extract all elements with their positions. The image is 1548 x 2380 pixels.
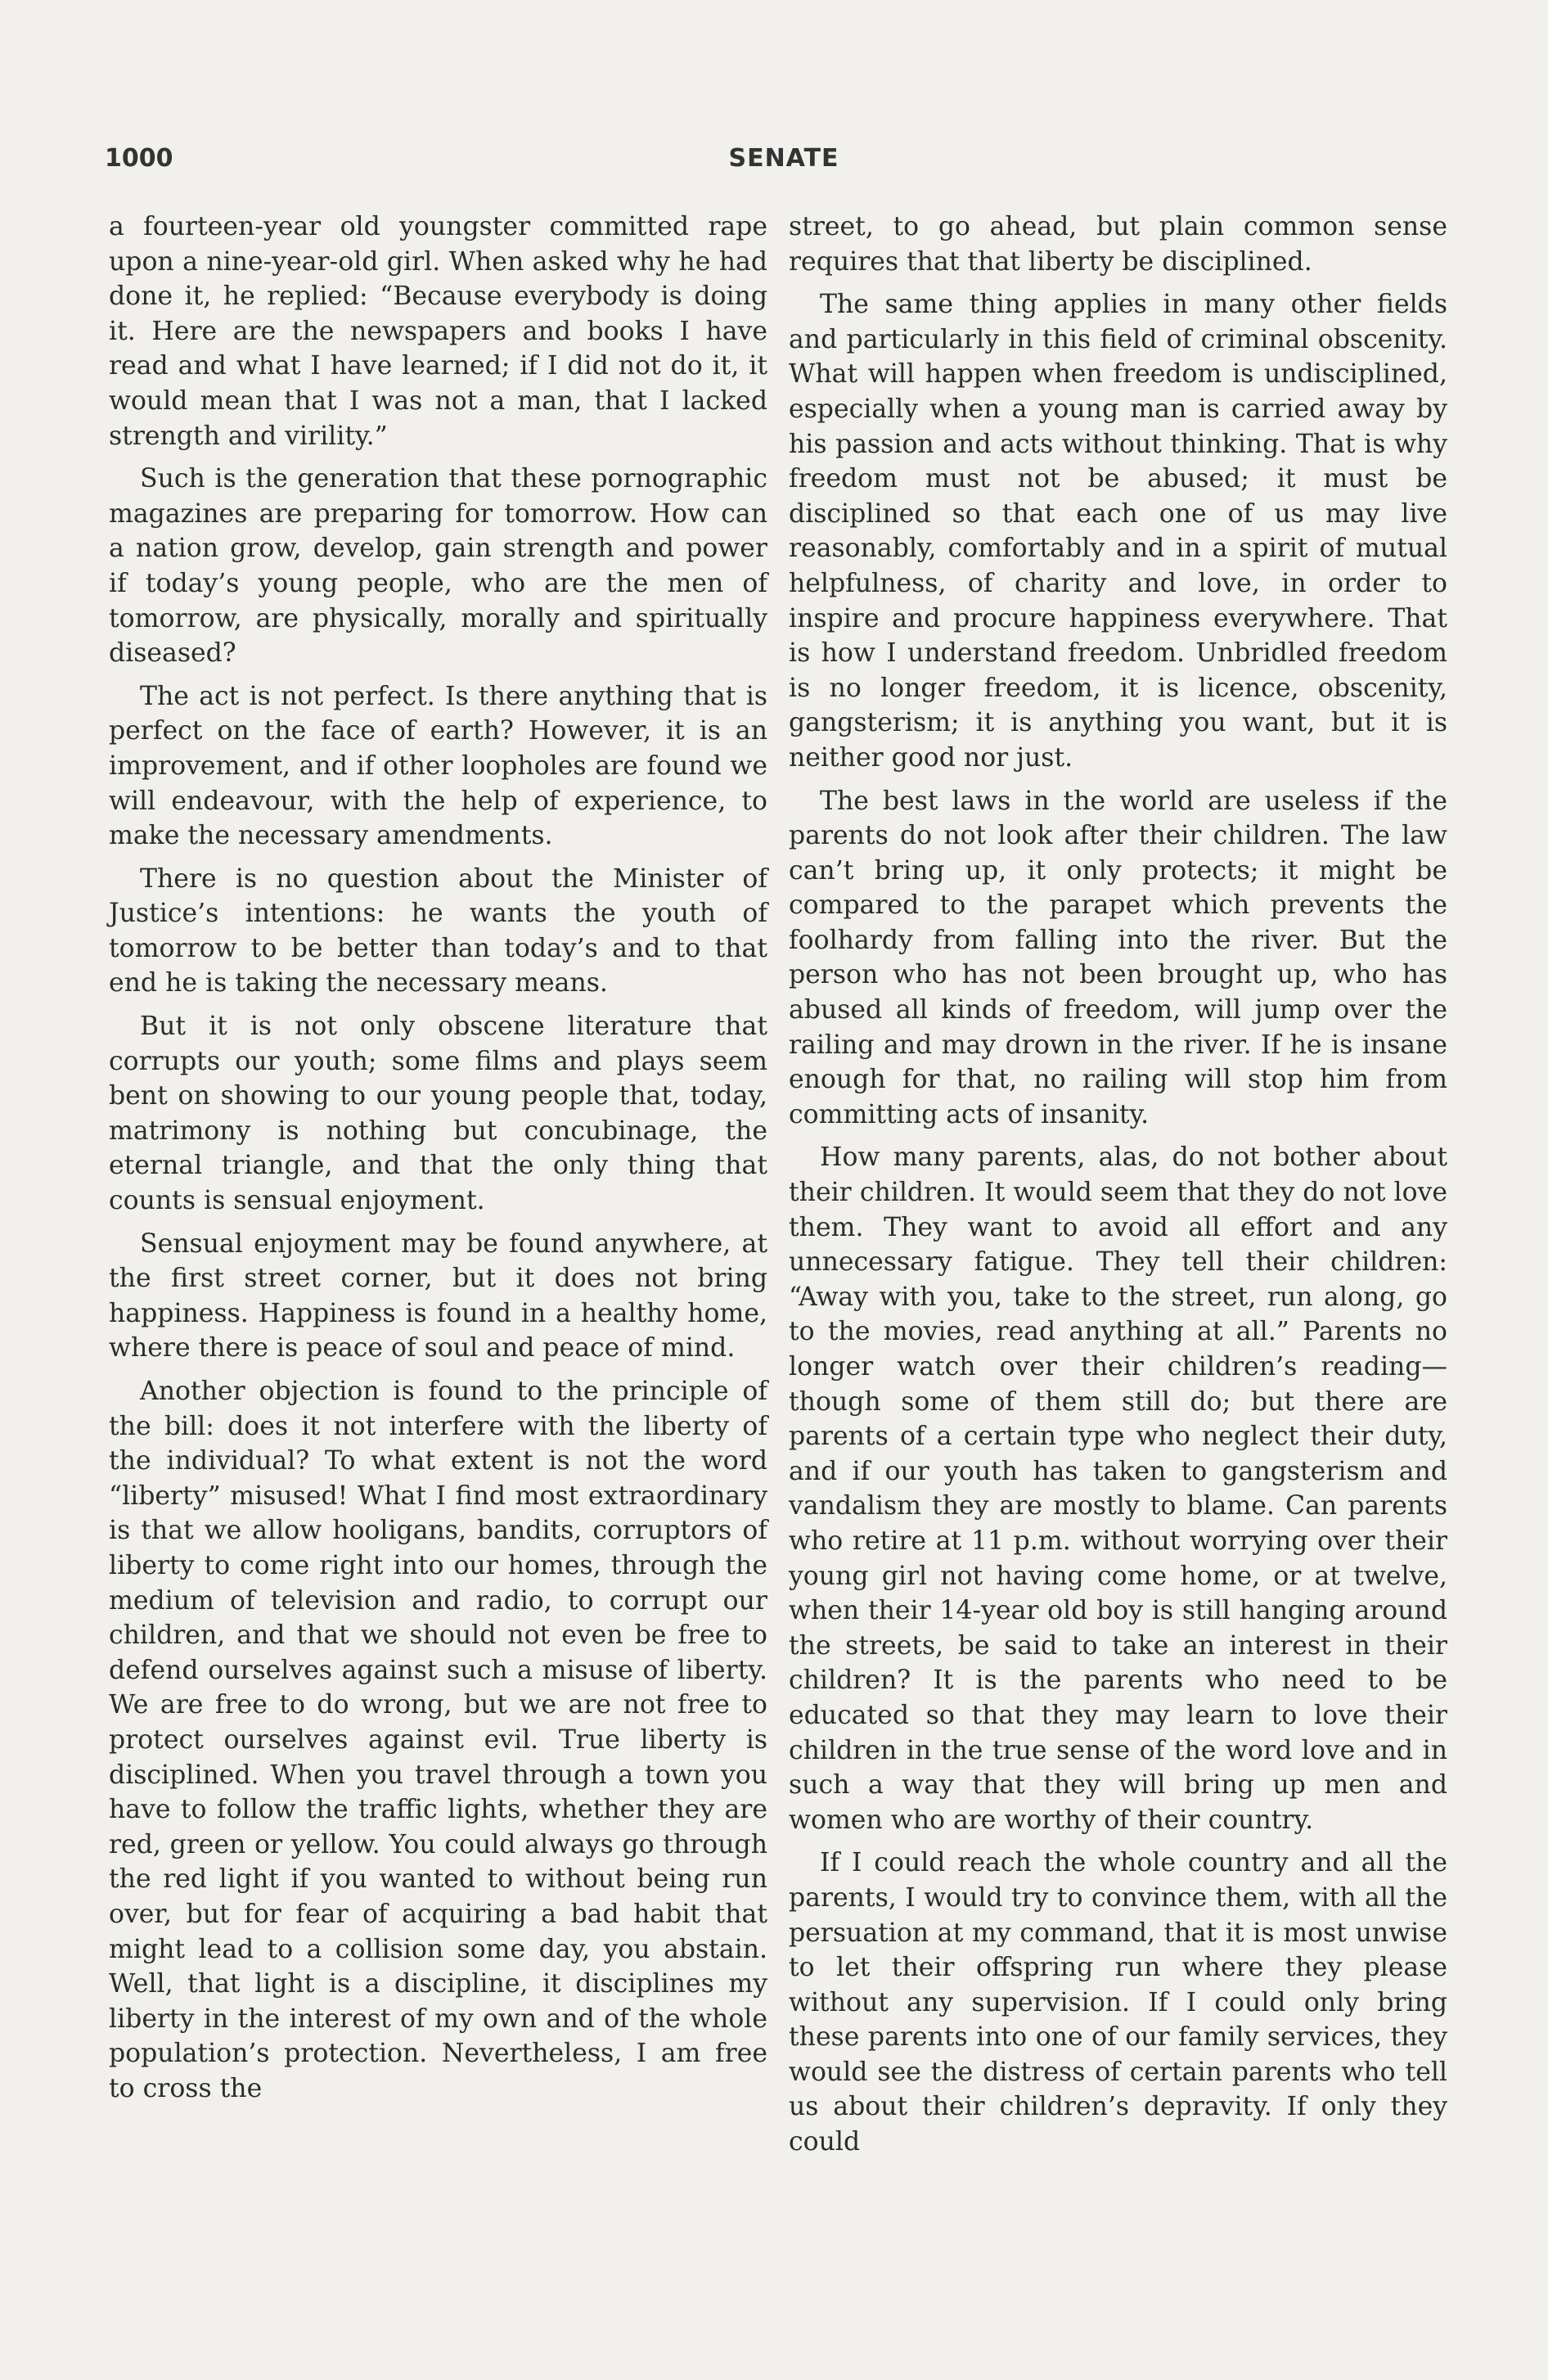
paragraph: If I could reach the whole country and all the parents, I would try to convince them, with all the persuation at my command, that it is most unwise to let their offspring run where they please without any supervision. If I could only bring these parents into one of our family services, they would see the distress of certain parents who tell us about their children’s depravity. If only they could xyxy=(789,1848,1447,2157)
paragraph: Such is the generation that these pornographic magazines are preparing for tomorrow. How can a nation grow, develop, gain strength and power if today’s young people, who are the men of tomorrow, are physically, morally and spiritually diseased? xyxy=(109,464,767,669)
page-number: 1000 xyxy=(105,144,173,173)
paragraph: The best laws in the world are useless if the parents do not look after their children. The law can’t bring up, it only protects; it might be compared to the parapet which prevents the foolhardy from falling into the river. But the person who has not been brought up, who has abused all kinds of freedom, will jump over the railing and may drown in the river. If he is insane enough for that, no railing will stop him from committing acts of insanity. xyxy=(789,786,1447,1129)
paragraph: Sensual enjoyment may be found anywhere, at the first street corner, but it does not bring happiness. Happiness is found in a healthy home, where there is peace of soul and peace of mind. xyxy=(109,1228,767,1364)
paragraph: But it is not only obscene literature that corrupts our youth; some films and plays seem bent on showing to our young people that, today, matrimony is nothing but concubinage, the eternal triangle, and that the only thing that counts is sensual enjoyment. xyxy=(109,1012,767,1216)
page-header xyxy=(105,144,1463,183)
left-column xyxy=(109,210,767,2114)
paragraph: a fourteen-year old youngster committed rape upon a nine-year-old girl. When asked why he had done it, he replied: “Because everybody is doing it. Here are the newspapers and books I have read and what I have learned; if I did not do it, it would mean that I was not a man, that I lacked strength and virility.” xyxy=(109,212,767,451)
paragraph: How many parents, alas, do not bother about their children. It would seem that they do not love them. They want to avoid all effort and any unnecessary fatigue. They tell their children: “Away with you, take to the street, run along, go to the movies, read anything at all.” Parents no longer watch over their children’s reading—though some of them still do; but there are parents of a certain type who neglect their duty, and if our youth has taken to gangsterism and vandalism they are mostly to blame. Can parents who retire at 11 p.m. without worrying over their young girl not having come home, or at twelve, when their 14-year old boy is still hanging around the streets, be said to take an interest in their children? It is the parents who need to be educated so that they may learn to love their children in the true sense of the word love and in such a way that they will bring up men and women who are worthy of their country. xyxy=(789,1143,1447,1835)
paragraph: street, to go ahead, but plain common sense requires that that liberty be disciplined. xyxy=(789,212,1447,277)
running-head-title: SENATE xyxy=(728,144,839,173)
paragraph: The act is not perfect. Is there anything that is perfect on the face of earth? However, it is an improvement, and if other loopholes are found we will endeavour, with the help of experience, to make the necessary amendments. xyxy=(109,681,767,851)
paragraph: There is no question about the Minister of Justice’s intentions: he wants the youth of tomorrow to be better than today’s and to that end he is taking the necessary means. xyxy=(109,863,767,998)
right-column xyxy=(789,210,1447,2168)
paragraph: The same thing applies in many other fields and particularly in this field of criminal obscenity. What will happen when freedom is undisciplined, especially when a young man is carried away by his passion and acts without thinking. That is why freedom must not be abused; it must be disciplined so that each one of us may live reasonably, comfortably and in a spirit of mutual helpfulness, of charity and love, in order to inspire and procure happiness everywhere. That is how I understand freedom. Unbridled freedom is no longer freedom, it is licence, obscenity, gangsterism; it is anything you want, but it is neither good nor just. xyxy=(789,290,1447,773)
paragraph: Another objection is found to the principle of the bill: does it not interfere with the liberty of the individual? To what extent is not the word “liberty” misused! What I find most extraordinary is that we allow hooligans, bandits, corruptors of liberty to come right into our homes, through the medium of television and radio, to corrupt our children, and that we should not even be free to defend ourselves against such a misuse of liberty. We are free to do wrong, but we are not free to protect ourselves against evil. True liberty is disciplined. When you travel through a town you have to follow the traffic lights, whether they are red, green or yellow. You could always go through the red light if you wanted to without being run over, but for fear of acquiring a bad habit that might lead to a collision some day, you abstain. Well, that light is a discipline, it disciplines my liberty in the interest of my own and of the whole population’s protection. Nevertheless, I am free to cross the xyxy=(109,1377,767,2103)
